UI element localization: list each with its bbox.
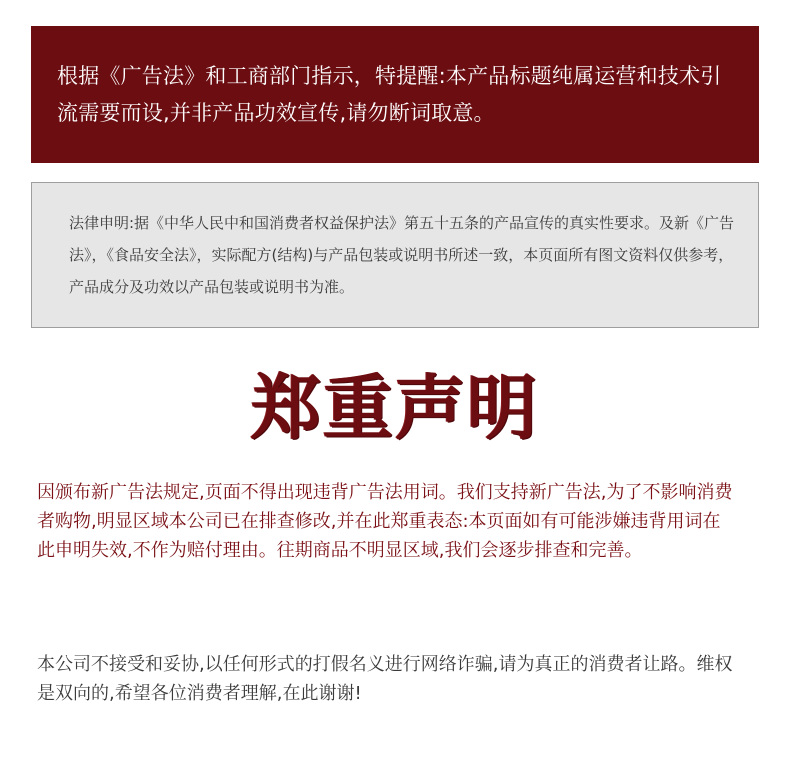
legal-statement-text: 法律申明:据《中华人民中和国消费者权益保护法》第五十五条的产品宣传的真实性要求。及新《广告法》，《食品安全法》，实际配方(结构)与产品包装或说明书所述一致，本页面所有图文资料仅供参考，产品成分及功效以产品包装或说明书为准。 xyxy=(69,214,735,296)
advertising-law-banner xyxy=(31,26,759,163)
banner-text: 根据《广告法》和工商部门指示，特提醒:本产品标题纯属运营和技术引流需要而设,并非产品功效宣传,请勿断词取意。 xyxy=(57,64,722,125)
solemn-declaration-heading: 郑重声明 xyxy=(251,366,539,449)
anti-fraud-notice: 本公司不接受和妥协,以任何形式的打假名义进行网络诈骗,请为真正的消费者让路。维权是双向的,希望各位消费者理解,在此谢谢! xyxy=(37,654,733,704)
declaration-paragraph: 因颁布新广告法规定,页面不得出现违背广告法用词。我们支持新广告法,为了不影响消费者购物,明显区域本公司已在排查修改,并在此郑重表态:本页面如有可能涉嫌违背用词在此申明失效,不作为赔付理由。往期商品不明显区域,我们会逐步排查和完善。 xyxy=(37,482,733,561)
legal-statement-box xyxy=(31,182,759,328)
